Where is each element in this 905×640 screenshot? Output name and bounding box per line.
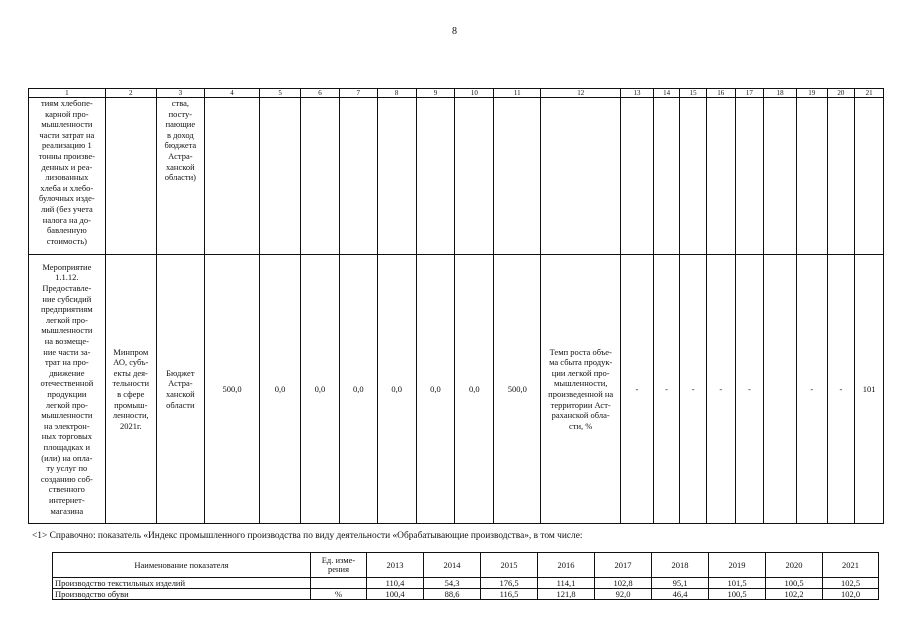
index-value-cell: 46,4 [652,589,709,600]
index-header-cell: 2020 [766,553,823,578]
index-header-cell: 2018 [652,553,709,578]
index-row [53,578,879,589]
index-value-cell: 102,8 [595,578,652,589]
measure-name-cell: Мероприятие 1.1.12. Предоставле- ние субсидий предприятиям легкой про- мышленности на возмеще- ние части за- трат на про- движение отечественной продукции легкой про- мышленности на электрон- ных торговых площадках и (или) на опла- ту услуг по созданию соб- ственного интернет- магазина [29,255,106,524]
index-header-cell: Наименование показателя [53,553,311,578]
column-number: 17 [735,89,764,98]
column-number: 21 [855,89,884,98]
index-name-cell: Производство обуви [53,589,311,600]
funding-value-cell: 0,0 [339,255,377,524]
index-value-cell: 92,0 [595,589,652,600]
index-value-cell: 116,5 [481,589,538,600]
table-row [29,255,884,524]
index-header-cell: Ед. изме- рения [311,553,367,578]
column-number: 6 [301,89,340,98]
funding-value-cell: 500,0 [204,255,259,524]
index-header-cell: 2015 [481,553,538,578]
indicator-name-cell: тиям хлебопе- карной про- мышленности части затрат на реализацию 1 тонны произве- денных и реа- лизованных хлеба и хлебо- булочных изде- лий (без учета налога на до- бавленную стоимость) [29,98,106,255]
index-table-header [53,553,879,578]
program-table [28,88,884,524]
indicator-value-cell: - [827,255,855,524]
index-header-cell: 2017 [595,553,652,578]
index-value-cell: 95,1 [652,578,709,589]
column-number: 10 [455,89,494,98]
index-value-cell: 101,5 [709,578,766,589]
column-number: 4 [204,89,259,98]
index-value-cell: 110,4 [367,578,424,589]
column-number: 9 [416,89,455,98]
index-unit-cell: % [311,589,367,600]
index-header-cell: 2013 [367,553,424,578]
column-number: 5 [260,89,301,98]
column-number-row [29,89,884,98]
index-value-cell: 102,0 [823,589,879,600]
indicator-value-cell: 101 [855,255,884,524]
funding-source-cell: ства, посту- пающие в доход бюджета Астра- ханской области) [156,98,204,255]
column-number: 12 [541,89,621,98]
index-row [53,589,879,600]
index-value-cell: 114,1 [538,578,595,589]
index-name-cell: Производство текстильных изделий [53,578,311,589]
index-value-cell: 176,5 [481,578,538,589]
indicator-value-cell: - [653,255,680,524]
column-number: 13 [621,89,654,98]
column-number: 19 [796,89,827,98]
index-value-cell: 100,4 [367,589,424,600]
column-number: 11 [494,89,541,98]
funding-value-cell: 0,0 [260,255,301,524]
index-unit-cell [311,578,367,589]
column-number: 18 [764,89,797,98]
index-header-cell: 2016 [538,553,595,578]
indicator-value-cell [764,255,797,524]
funding-source-cell: Бюджет Астра- ханской области [156,255,204,524]
column-number: 14 [653,89,680,98]
index-header-cell: 2014 [424,553,481,578]
funding-value-cell: 0,0 [416,255,455,524]
executor-cell: Минпром АО, субъ- екты дея- тельности в сфере промыш- ленности, 2021г. [105,255,156,524]
column-number: 1 [29,89,106,98]
index-value-cell: 102,5 [823,578,879,589]
column-number: 15 [680,89,707,98]
target-indicator-cell: Темп роста объе- ма сбыта продук- ции легкой про- мышленности, произведенной на территории Аст- раханской обла- сти, % [541,255,621,524]
index-value-cell: 121,8 [538,589,595,600]
index-value-cell: 102,2 [766,589,823,600]
funding-value-cell: 500,0 [494,255,541,524]
reference-note: <1> Справочно: показатель «Индекс промышленного производства по виду деятельности «Обрабатывающие производства», в том числе: [32,531,583,541]
column-number: 8 [377,89,416,98]
table-cell [105,98,156,255]
column-number: 16 [706,89,735,98]
index-value-cell: 88,6 [424,589,481,600]
index-value-cell: 54,3 [424,578,481,589]
page-number: 8 [452,26,457,37]
index-header-cell: 2021 [823,553,879,578]
column-number: 7 [339,89,377,98]
index-table [52,552,879,600]
funding-value-cell: 0,0 [455,255,494,524]
indicator-value-cell: - [621,255,654,524]
index-value-cell: 100,5 [766,578,823,589]
indicator-value-cell: - [796,255,827,524]
indicator-value-cell: - [706,255,735,524]
funding-value-cell: 0,0 [301,255,340,524]
column-number: 2 [105,89,156,98]
index-header-cell: 2019 [709,553,766,578]
index-value-cell: 100,5 [709,589,766,600]
indicator-value-cell: - [680,255,707,524]
column-number: 20 [827,89,855,98]
indicator-value-cell: - [735,255,764,524]
table-row [29,98,884,255]
column-number: 3 [156,89,204,98]
funding-value-cell: 0,0 [377,255,416,524]
